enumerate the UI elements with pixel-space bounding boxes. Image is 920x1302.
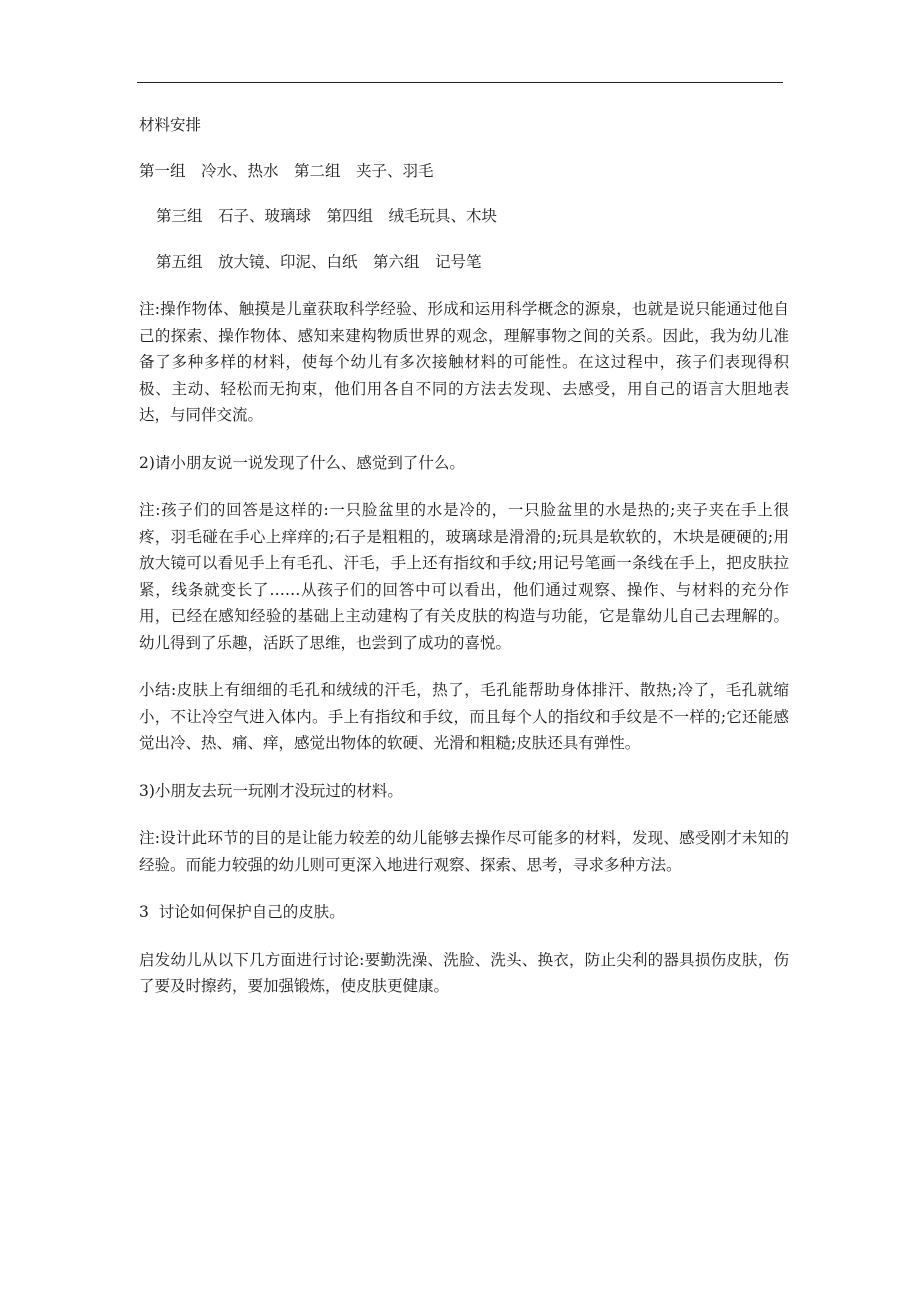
material-group-line: 第一组 冷水、热水 第二组 夹子、羽毛	[139, 161, 434, 180]
material-group-line: 第三组 石子、玻璃球 第四组 绒毛玩具、木块	[156, 207, 498, 225]
body-paragraph: 3)小朋友去玩一玩刚才没玩过的材料。	[139, 781, 403, 800]
material-group-line: 第五组 放大镜、印泥、白纸 第六组 记号笔	[156, 252, 482, 271]
body-paragraph: 小结:皮肤上有细细的毛孔和绒绒的汗毛，热了，毛孔能帮助身体排汗、散热;冷了，毛孔就缩小，不让冷空气进入体内。手上有指纹和手纹，而且每个人的指纹和手纹是不一样的;它还能感觉出冷、热、痛、痒，感觉出物体的软硬、光滑和粗糙;皮肤还具有弹性。	[139, 681, 789, 752]
body-paragraph: 注:操作物体、触摸是儿童获取科学经验、形成和运用科学概念的源泉，也就是说只能通过他自己的探索、操作物体、感知来建构物质世界的观念，理解事物之间的关系。因此，我为幼儿准备了多种多样的材料，使每个幼儿有多次接触材料的可能性。在这过程中，孩子们表现得积极、主动、轻松而无拘束，他们用各自不同的方法去发现、去感受，用自己的语言大胆地表达，与同伴交流。	[139, 300, 789, 424]
body-paragraph: 注:孩子们的回答是这样的:一只脸盆里的水是冷的，一只脸盆里的水是热的;夹子夹在手上很疼，羽毛碰在手心上痒痒的;石子是粗粗的，玻璃球是滑滑的;玩具是软软的，木块是硬硬的;用放大镜可以看见手上有毛孔、汗毛，手上还有指纹和手纹;用记号笔画一条线在手上，把皮肤拉紧，线条就变长了……从孩子们的回答中可以看出，他们通过观察、操作、与材料的充分作用，已经在感知经验的基础上主动建构了有关皮肤的构造与功能，它是靠幼儿自己去理解的。幼儿得到了乐趣，活跃了思维，也尝到了成功的喜悦。	[139, 501, 789, 652]
body-paragraph: 2)请小朋友说一说发现了什么、感觉到了什么。	[139, 453, 465, 472]
section-heading: 材料安排	[139, 116, 202, 134]
document-body	[139, 112, 789, 1021]
body-paragraph: 启发幼儿从以下几方面进行讨论:要勤洗澡、洗脸、洗头、换衣，防止尖利的器具损伤皮肤，伤了要及时擦药，要加强锻炼，使皮肤更健康。	[139, 950, 789, 995]
header-rule	[137, 82, 783, 83]
body-paragraph: 3 讨论如何保护自己的皮肤。	[139, 903, 345, 921]
body-paragraph: 注:设计此环节的目的是让能力较差的幼儿能够去操作尽可能多的材料，发现、感受刚才未知的经验。而能力较强的幼儿则可更深入地进行观察、探索、思考，寻求多种方法。	[139, 829, 789, 874]
